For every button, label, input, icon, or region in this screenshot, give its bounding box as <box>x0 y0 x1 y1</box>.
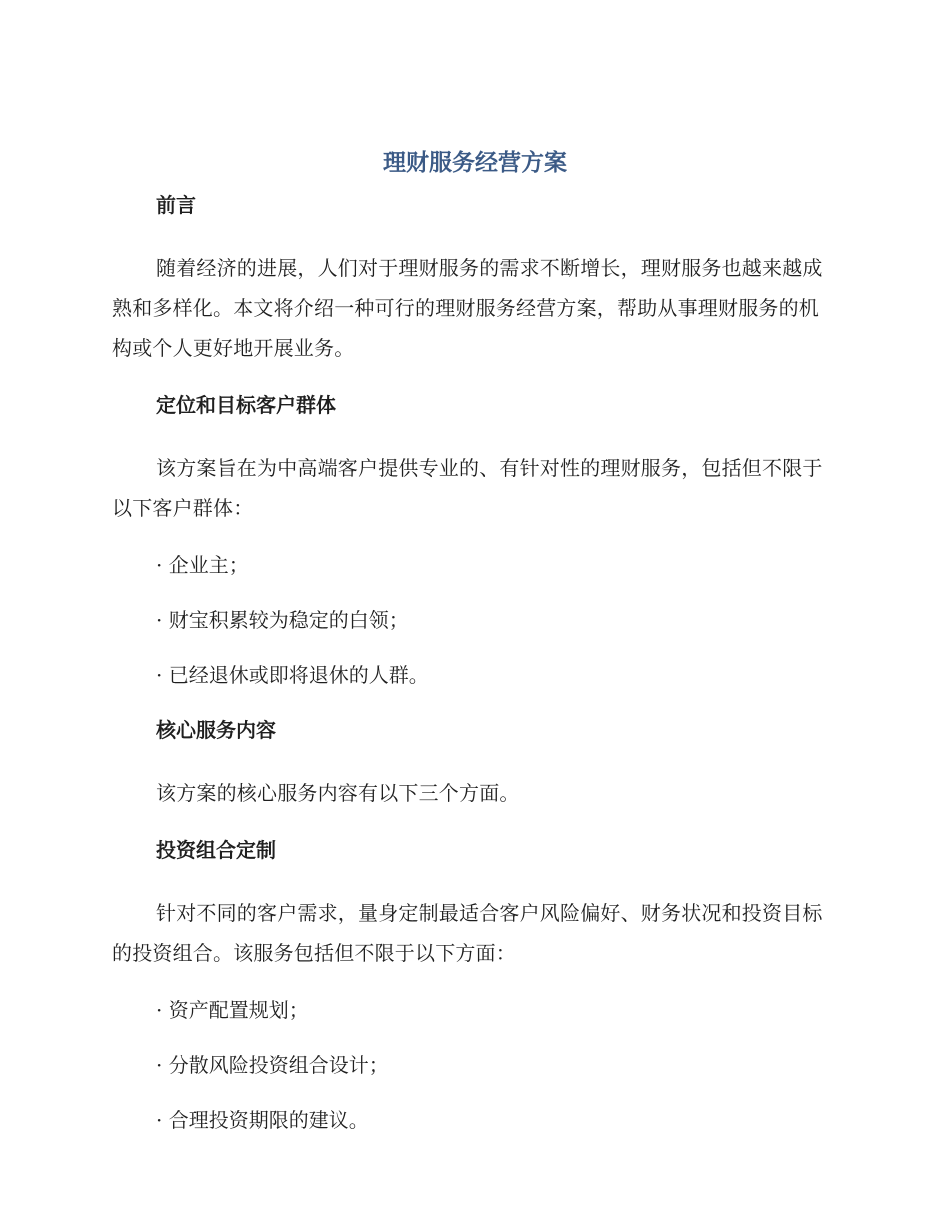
document-body <box>112 190 830 1135</box>
paragraph-positioning: 该方案旨在为中高端客户提供专业的、有针对性的理财服务，包括但不限于以下客户群体： <box>112 456 823 520</box>
list-item: · 财宝积累较为稳定的白领； <box>156 608 409 632</box>
list-item: · 已经退休或即将退休的人群。 <box>156 663 429 687</box>
paragraph-preface: 随着经济的进展，人们对于理财服务的需求不断增长，理财服务也越来越成熟和多样化。本文将介绍一种可行的理财服务经营方案，帮助从事理财服务的机构或个人更好地开展业务。 <box>112 256 823 360</box>
paragraph-core: 该方案的核心服务内容有以下三个方面。 <box>156 781 520 805</box>
section-heading-preface: 前言 <box>156 193 196 217</box>
section-heading-portfolio: 投资组合定制 <box>156 838 276 862</box>
section-heading-positioning: 定位和目标客户群体 <box>156 393 336 417</box>
list-item: · 资产配置规划； <box>156 998 309 1022</box>
list-item: · 合理投资期限的建议。 <box>156 1108 369 1132</box>
list-item: · 企业主； <box>156 553 249 577</box>
document-title: 理财服务经营方案 <box>383 150 567 176</box>
list-item: · 分散风险投资组合设计； <box>156 1053 389 1077</box>
section-heading-core: 核心服务内容 <box>156 718 276 742</box>
paragraph-portfolio: 针对不同的客户需求，量身定制最适合客户风险偏好、财务状况和投资目标的投资组合。该服务包括但不限于以下方面： <box>112 901 823 965</box>
